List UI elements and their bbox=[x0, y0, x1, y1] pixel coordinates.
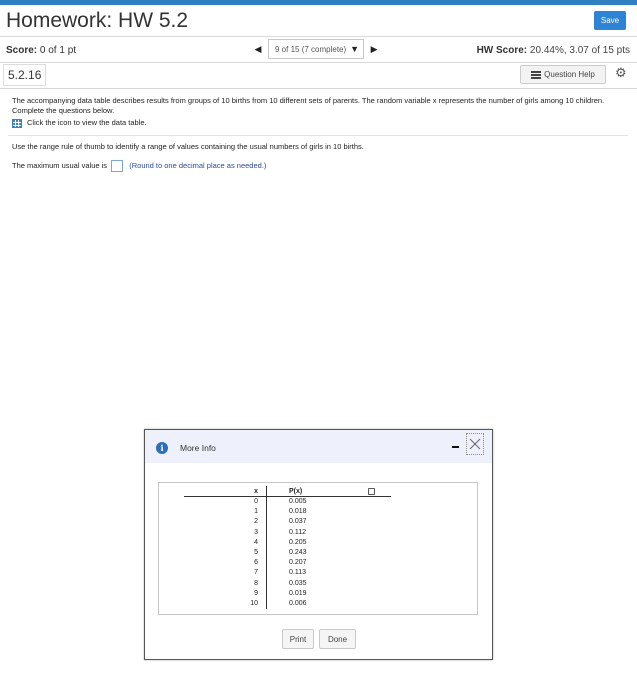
cell-px: 0.243 bbox=[289, 549, 307, 557]
cell-px: 0.205 bbox=[289, 538, 307, 546]
column-header-px: P(x) bbox=[267, 486, 392, 497]
column-header-x: x bbox=[184, 486, 267, 497]
question-pager bbox=[248, 39, 384, 59]
score bbox=[6, 45, 76, 56]
minimize-icon[interactable] bbox=[452, 446, 459, 448]
cell-px: 0.035 bbox=[289, 579, 307, 587]
question-number: 5.2.16 bbox=[3, 64, 46, 86]
table-row bbox=[184, 507, 391, 517]
close-icon[interactable] bbox=[466, 433, 484, 455]
cell-x: 9 bbox=[184, 589, 267, 599]
data-table bbox=[184, 486, 391, 609]
question-help-label: Question Help bbox=[544, 70, 595, 79]
cell-x: 4 bbox=[184, 538, 267, 548]
question-help-button[interactable] bbox=[520, 65, 606, 84]
cell-px: 0.037 bbox=[289, 518, 307, 526]
cell-x: 5 bbox=[184, 548, 267, 558]
next-question-button[interactable] bbox=[364, 39, 384, 59]
question-select[interactable] bbox=[268, 39, 364, 59]
page-title: Homework: HW 5.2 bbox=[6, 9, 189, 32]
cell-px: 0.019 bbox=[289, 589, 307, 597]
triangle-left-icon: ◀ bbox=[254, 43, 262, 54]
cell-px: 0.006 bbox=[289, 600, 307, 608]
table-row bbox=[184, 497, 391, 508]
caret-down-icon: ▼ bbox=[350, 44, 360, 54]
problem-intro: The accompanying data table describes results from groups of 10 births from 10 different sets of parents. The random variable x represents the number of girls among 10 children. Complete the questions below. bbox=[12, 96, 605, 115]
cell-px: 0.112 bbox=[289, 528, 306, 536]
copy-table-icon[interactable] bbox=[368, 488, 375, 495]
cell-x: 0 bbox=[184, 497, 267, 508]
table-row bbox=[184, 589, 391, 599]
hw-score-value: 20.44%, 3.07 of 15 pts bbox=[529, 45, 630, 56]
divider bbox=[8, 135, 628, 136]
answer-line bbox=[12, 160, 266, 172]
table-row bbox=[184, 517, 391, 527]
question-select-value: 9 of 15 (7 complete) bbox=[275, 44, 347, 54]
done-button[interactable]: Done bbox=[319, 629, 356, 649]
table-row bbox=[184, 548, 391, 558]
score-value: 0 of 1 pt bbox=[39, 45, 77, 56]
divider bbox=[0, 36, 637, 37]
cell-x: 3 bbox=[184, 528, 267, 538]
score-label: Score: bbox=[6, 45, 38, 56]
info-icon: i bbox=[156, 442, 168, 454]
divider bbox=[0, 88, 637, 89]
answer-input[interactable] bbox=[111, 160, 123, 172]
cell-px: 0.005 bbox=[289, 498, 307, 505]
save-button[interactable]: Save bbox=[594, 11, 626, 30]
divider bbox=[0, 62, 637, 63]
more-info-dialog bbox=[144, 429, 493, 660]
answer-hint: (Round to one decimal place as needed.) bbox=[129, 160, 267, 170]
answer-lead: The maximum usual value is bbox=[12, 160, 108, 170]
table-icon[interactable] bbox=[12, 119, 22, 128]
gear-icon[interactable]: ⚙ bbox=[615, 65, 627, 80]
cell-x: 7 bbox=[184, 568, 267, 578]
table-row bbox=[184, 528, 391, 538]
table-row bbox=[184, 558, 391, 568]
data-table-panel bbox=[158, 482, 478, 615]
list-icon bbox=[531, 71, 541, 79]
cell-x: 10 bbox=[184, 599, 267, 609]
dialog-title: More Info bbox=[180, 443, 216, 453]
cell-x: 8 bbox=[184, 579, 267, 589]
triangle-right-icon: ▶ bbox=[370, 43, 378, 54]
cell-x: 1 bbox=[184, 507, 267, 517]
cell-px: 0.207 bbox=[289, 559, 307, 567]
table-row bbox=[184, 538, 391, 548]
dialog-header bbox=[145, 430, 492, 463]
close-x-icon bbox=[469, 438, 481, 450]
table-row bbox=[184, 568, 391, 578]
instruction-text: Use the range rule of thumb to identify a range of values containing the usual numbers of girls in 10 births. bbox=[12, 142, 364, 151]
cell-px: 0.018 bbox=[289, 508, 307, 516]
table-row bbox=[184, 579, 391, 589]
cell-px: 0.113 bbox=[289, 569, 306, 577]
print-button[interactable]: Print bbox=[282, 629, 314, 649]
data-table-link-text: Click the icon to view the data table. bbox=[27, 118, 147, 127]
table-row bbox=[184, 599, 391, 609]
hw-score-label: HW Score: bbox=[476, 45, 528, 56]
previous-question-button[interactable] bbox=[248, 39, 268, 59]
hw-score bbox=[477, 45, 630, 56]
cell-x: 2 bbox=[184, 517, 267, 527]
cell-x: 6 bbox=[184, 558, 267, 568]
top-accent-bar bbox=[0, 0, 637, 5]
data-table-link[interactable] bbox=[12, 118, 147, 128]
